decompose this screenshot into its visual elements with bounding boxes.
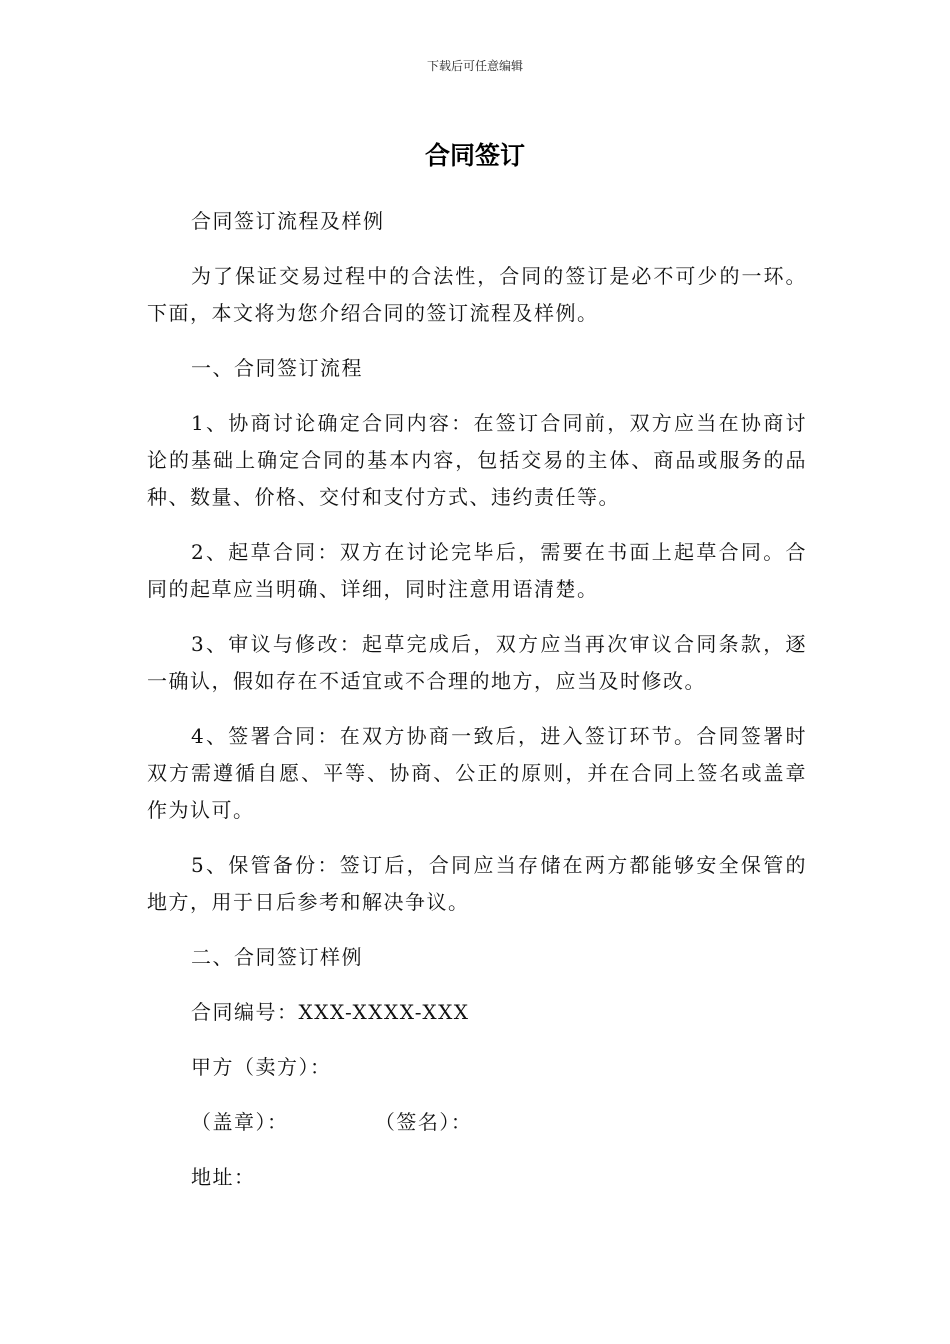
section-heading-sample: 二、合同签订样例 bbox=[191, 945, 363, 969]
party-a-line: 甲方（卖方）： bbox=[191, 1055, 332, 1079]
paragraph-step-2: 2、起草合同：双方在讨论完毕后，需要在书面上起草合同。合同的起草应当明确、详细，同时注意用语清楚。 bbox=[147, 540, 807, 601]
header-note: 下载后可任意编辑 bbox=[426, 59, 523, 73]
paragraph-step-3: 3、审议与修改：起草完成后，双方应当再次审议合同条款，逐一确认，假如存在不适宜或不合理的地方，应当及时修改。 bbox=[147, 632, 807, 693]
paragraph-subtitle: 合同签订流程及样例 bbox=[191, 209, 385, 233]
paragraph-step-1: 1、协商讨论确定合同内容：在签订合同前，双方应当在协商讨论的基础上确定合同的基本内容，包括交易的主体、商品或服务的品种、数量、价格、交付和支付方式、违约责任等。 bbox=[147, 411, 807, 509]
paragraph-step-4: 4、签署合同：在双方协商一致后，进入签订环节。合同签署时双方需遵循自愿、平等、协商、公正的原则，并在合同上签名或盖章作为认可。 bbox=[147, 724, 807, 822]
document-title: 合同签订 bbox=[424, 141, 525, 170]
paragraph-intro: 为了保证交易过程中的合法性，合同的签订是必不可少的一环。下面，本文将为您介绍合同的签订流程及样例。 bbox=[147, 264, 807, 325]
paragraph-step-5: 5、保管备份：签订后，合同应当存储在两方都能够安全保管的地方，用于日后参考和解决争议。 bbox=[147, 853, 807, 914]
document-body bbox=[147, 203, 807, 1214]
address-line: 地址： bbox=[191, 1165, 256, 1189]
section-heading-process: 一、合同签订流程 bbox=[191, 356, 363, 380]
contract-number-line: 合同编号：XXX-XXXX-XXX bbox=[191, 1000, 470, 1024]
seal-signature-line: （盖章）： （签名）： bbox=[191, 1110, 473, 1134]
